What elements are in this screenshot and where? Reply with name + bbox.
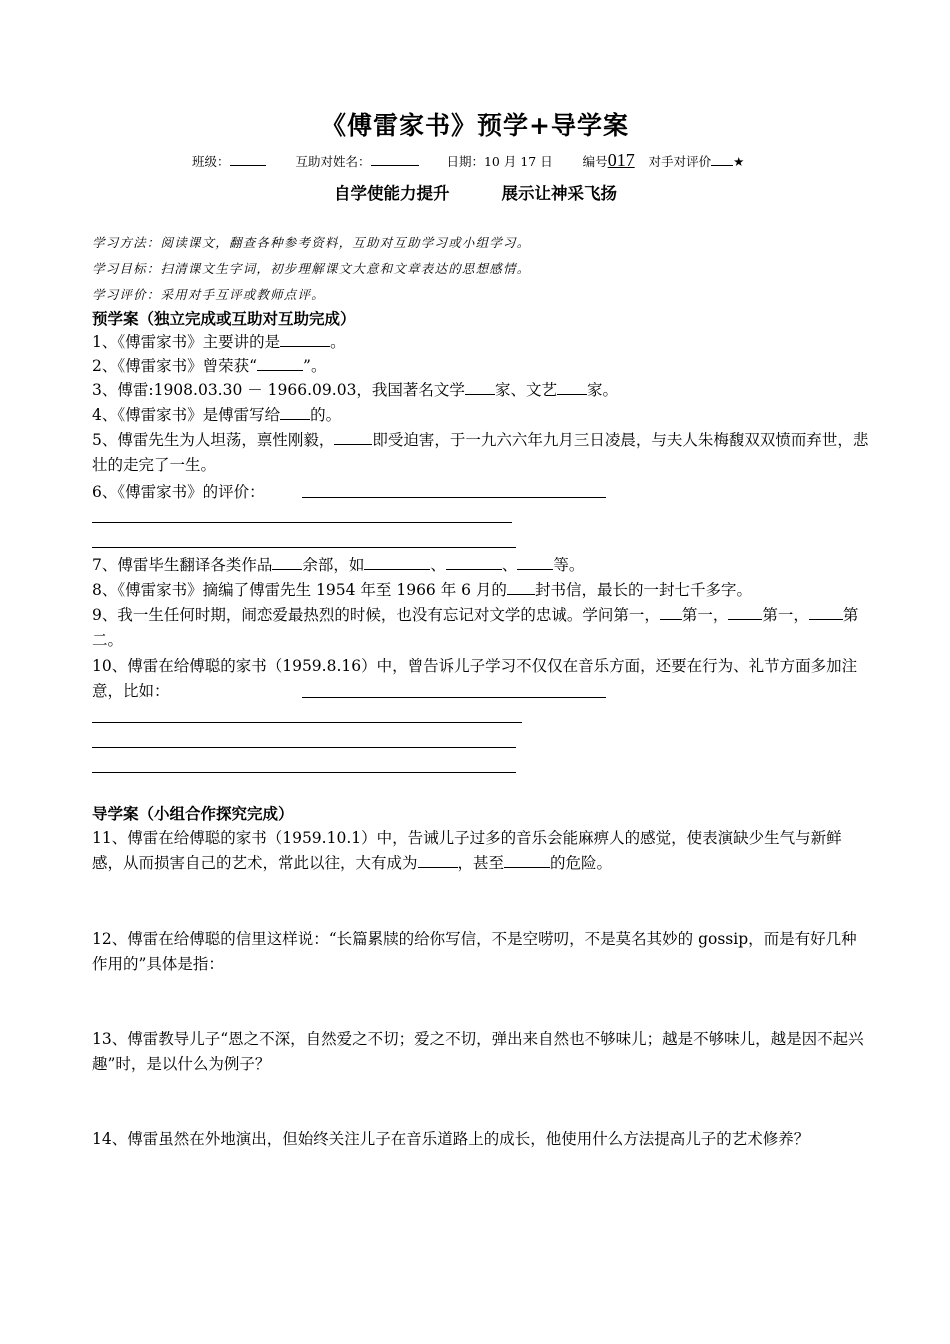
q7-text: 7、傅雷毕生翻译各类作品 <box>92 556 273 574</box>
q5-end: 即受迫害，于一九六六年九月三日凌晨，与夫人朱梅馥双双愤而弃世，悲壮的走完了一生。 <box>92 431 869 474</box>
question-8 <box>92 578 872 603</box>
study-goal: 学习目标：扫清课文生字词，初步理解课文大意和文章表达的思想感情。 <box>92 261 531 276</box>
header-meta-row <box>192 150 744 171</box>
q7-mid: 余部，如 <box>302 556 365 574</box>
q10-answer-line-3[interactable] <box>92 747 516 748</box>
partner-blank[interactable] <box>371 153 419 166</box>
slogan-left: 自学使能力提升 <box>334 184 450 203</box>
question-9 <box>92 603 872 652</box>
preview-heading: 预学案（独立完成或互助对互助完成） <box>92 310 356 328</box>
question-1 <box>92 330 872 355</box>
date-label: 日期：10 月 17 日 <box>446 154 553 169</box>
rating-blank[interactable] <box>711 153 733 166</box>
q1-blank[interactable] <box>280 331 330 347</box>
q6-text: 6、《傅雷家书》的评价： <box>92 483 265 501</box>
q3-mid: 家、文艺 <box>494 381 557 399</box>
question-10 <box>92 654 872 703</box>
question-14: 14、傅雷虽然在外地演出，但始终关注儿子在音乐道路上的成长，他使用什么方法提高儿子的艺术修养？ <box>92 1130 810 1148</box>
class-label: 班级： <box>192 154 230 169</box>
q10-text: 10、傅雷在给傅聪的家书（1959.8.16）中，曾告诉儿子学习不仅仅在音乐方面，还要在行为、礼节方面多加注意，比如： <box>92 657 858 700</box>
q10-answer-line-1[interactable] <box>302 697 606 698</box>
q3-blank-2[interactable] <box>557 379 587 395</box>
q9-mid-1: 第一， <box>681 606 729 624</box>
q7-sep-1: 、 <box>430 556 446 574</box>
rating-label: 对手对评价 <box>648 154 712 169</box>
q11-mid: ，甚至 <box>457 853 505 872</box>
q2-blank[interactable] <box>257 355 303 371</box>
q6-answer-line-2[interactable] <box>92 522 512 523</box>
q1-text: 1、《傅雷家书》主要讲的是 <box>92 333 281 351</box>
q8-blank[interactable] <box>507 579 535 595</box>
partner-label: 互助对姓名： <box>295 154 371 169</box>
question-3 <box>92 378 872 403</box>
q6-answer-line-3[interactable] <box>92 547 516 548</box>
q10-answer-line-2[interactable] <box>92 722 522 723</box>
q4-blank[interactable] <box>280 404 310 420</box>
question-7 <box>92 553 872 578</box>
study-method: 学习方法：阅读课文，翻查各种参考资料，互助对互助学习或小组学习。 <box>92 235 531 250</box>
study-eval: 学习评价：采用对手互评或教师点评。 <box>92 287 325 302</box>
q2-end: ”。 <box>303 357 327 375</box>
question-6 <box>92 480 872 505</box>
q7-end: 等。 <box>553 556 585 574</box>
q7-blank-4[interactable] <box>517 554 553 570</box>
guide-heading: 导学案（小组合作探究完成） <box>92 805 294 823</box>
q7-blank-2[interactable] <box>364 554 430 570</box>
q4-text: 4、《傅雷家书》是傅雷写给 <box>92 406 281 424</box>
q9-blank-2[interactable] <box>728 604 762 620</box>
q11-blank-2[interactable] <box>504 852 550 868</box>
q2-text: 2、《傅雷家书》曾荣获“ <box>92 357 258 375</box>
q3-blank-1[interactable] <box>465 379 495 395</box>
class-blank[interactable] <box>230 153 266 166</box>
q7-sep-2: 、 <box>501 556 518 574</box>
q3-text: 3、傅雷:1908.03.30 － 1966.09.03，我国著名文学 <box>92 381 465 399</box>
question-4 <box>92 403 872 428</box>
star-icon: ★ <box>733 154 745 169</box>
q9-mid-2: 第一， <box>762 606 809 624</box>
q5-text: 5、傅雷先生为人坦荡，禀性刚毅， <box>92 431 335 449</box>
q11-text: 11、傅雷在给傅聪的家书（1959.10.1）中，告诫儿子过多的音乐会能麻痹人的感觉，使表演缺少生气与新鲜感，从而损害自己的艺术，常此以往，大有成为 <box>92 829 842 872</box>
q9-blank-3[interactable] <box>809 604 843 620</box>
q3-end: 家。 <box>586 381 618 399</box>
q9-text: 9、我一生任何时期，闹恋爱最热烈的时候，也没有忘记对文学的忠诚。学问第一， <box>92 606 660 624</box>
q7-blank-1[interactable] <box>272 554 302 570</box>
question-11 <box>92 826 872 875</box>
q1-end: 。 <box>330 333 346 351</box>
q10-answer-line-4[interactable] <box>92 772 516 773</box>
q8-end: 封书信，最长的一封七千多字。 <box>534 581 752 599</box>
q8-text: 8、《傅雷家书》摘编了傅雷先生 1954 年至 1966 年 6 月的 <box>92 581 507 599</box>
q4-end: 的。 <box>310 406 342 424</box>
q9-blank-1[interactable] <box>660 604 682 620</box>
question-12: 12、傅雷在给傅聪的信里这样说：“长篇累牍的给你写信，不是空唠叨，不是莫名其妙的 gossip，而是有好几种作用的”具体是指： <box>92 930 857 973</box>
question-5 <box>92 428 872 477</box>
q7-blank-3[interactable] <box>446 554 502 570</box>
slogan-right: 展示让神采飞扬 <box>501 184 617 203</box>
q5-blank[interactable] <box>334 429 372 445</box>
q11-end: 的危险。 <box>550 853 613 872</box>
question-2 <box>92 354 872 379</box>
slogan <box>334 180 617 204</box>
code-number: 017 <box>607 150 635 170</box>
q9-end: 第二。 <box>92 606 859 649</box>
code-label: 编号 <box>582 154 608 169</box>
question-13: 13、傅雷教导儿子“恩之不深，自然爱之不切；爱之不切，弹出来自然也不够味儿；越是不够味儿，越是因不起兴趣”时，是以什么为例子？ <box>92 1030 864 1073</box>
q11-blank-1[interactable] <box>418 852 458 868</box>
page-title: 《傅雷家书》预学+导学案 <box>321 111 629 140</box>
q6-answer-line-1[interactable] <box>302 497 606 498</box>
